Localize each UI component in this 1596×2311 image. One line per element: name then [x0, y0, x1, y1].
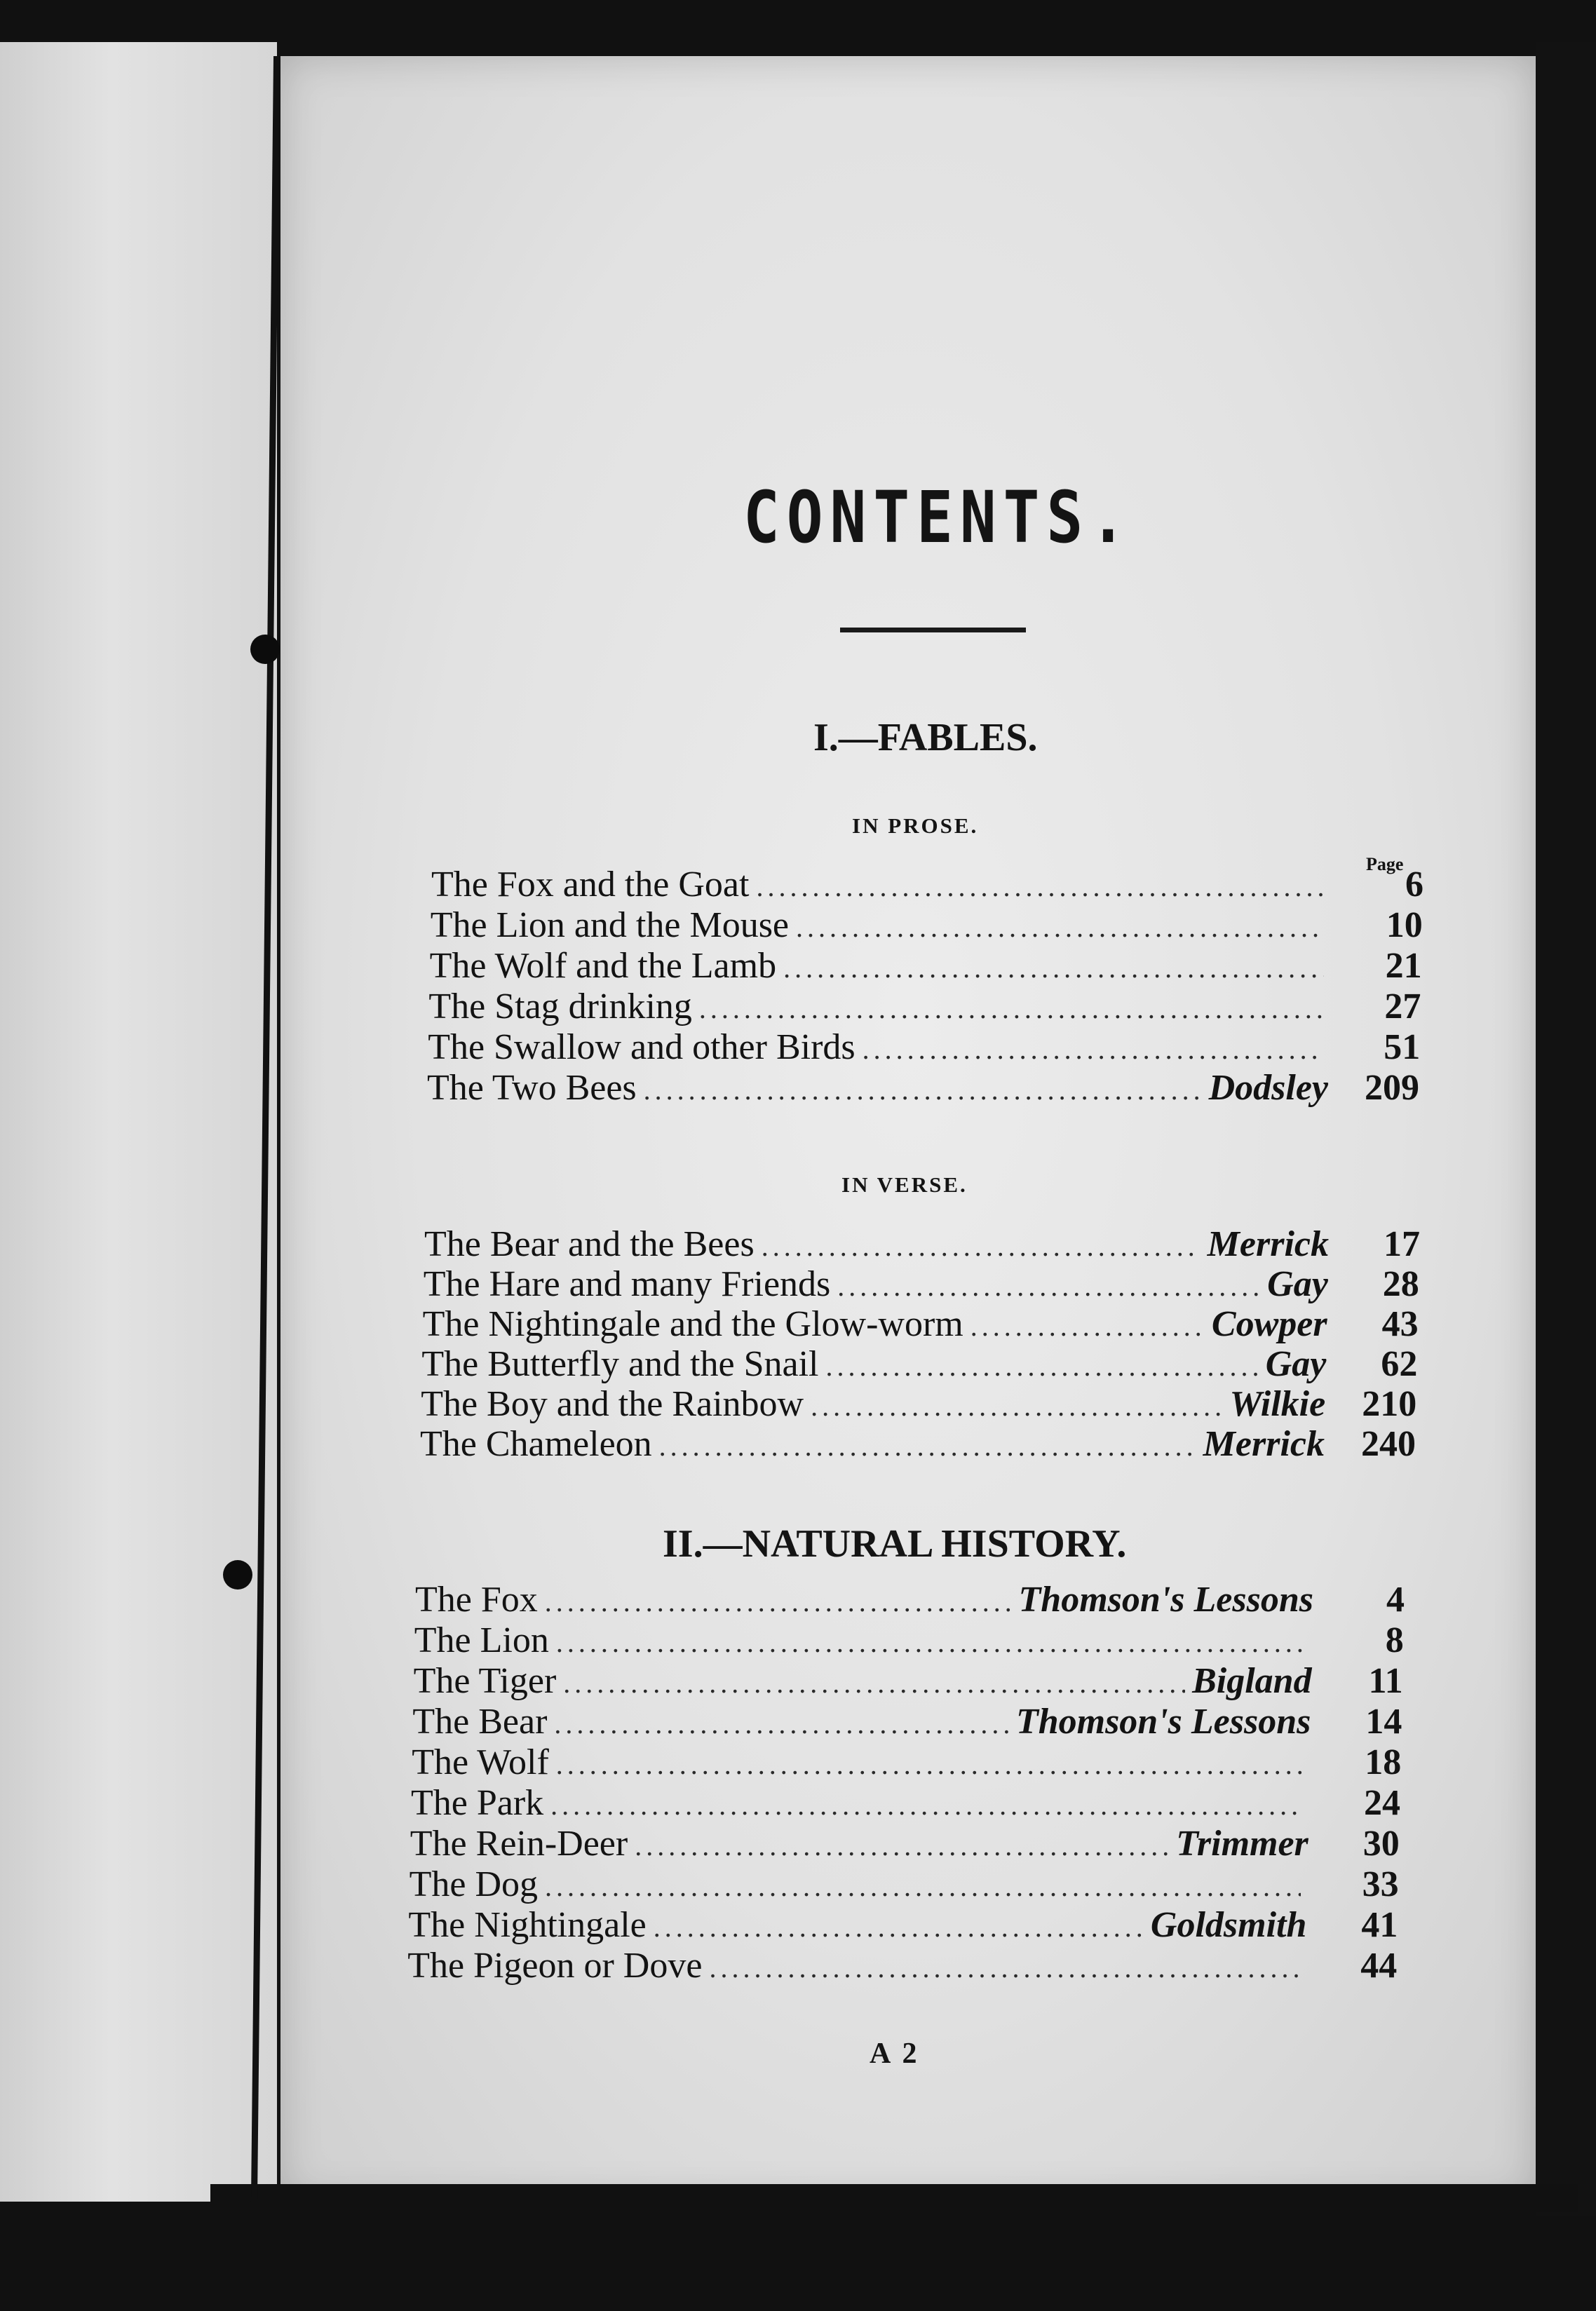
- toc-entry: [412, 1742, 1401, 1782]
- entry-page-number: 240: [1361, 1424, 1416, 1464]
- entry-page-number: 30: [1362, 1824, 1400, 1864]
- dot-leader: [545, 1870, 1301, 1903]
- entry-author: Thomson's Lessons: [1018, 1580, 1313, 1620]
- dot-leader: [545, 1585, 1012, 1618]
- entry-page-number: 28: [1382, 1264, 1419, 1304]
- entry-author: Bigland: [1192, 1661, 1312, 1701]
- dot-leader: [654, 1911, 1144, 1944]
- entry-page-number: 17: [1384, 1224, 1420, 1264]
- entry-page-number: 51: [1384, 1027, 1421, 1067]
- entry-title: The Lion: [414, 1620, 549, 1660]
- entry-title: The Rein-Deer: [410, 1824, 628, 1864]
- entry-title: The Stag drinking: [428, 987, 692, 1026]
- entry-title: The Tiger: [413, 1661, 557, 1701]
- entry-author: Merrick: [1207, 1224, 1329, 1264]
- entry-title: The Pigeon or Dove: [407, 1946, 703, 1986]
- entry-author: Wilkie: [1229, 1384, 1326, 1424]
- toc-entry: [410, 1864, 1399, 1904]
- toc-entry: [415, 1579, 1405, 1620]
- entry-title: The Butterfly and the Snail: [421, 1344, 819, 1384]
- entry-page-number: 44: [1360, 1946, 1398, 1986]
- entry-page-number: 10: [1386, 905, 1423, 945]
- entry-title: The Swallow and other Birds: [428, 1027, 856, 1067]
- entry-title: The Fox: [415, 1580, 538, 1620]
- entry-author: Thomson's Lessons: [1015, 1702, 1311, 1742]
- entry-author: Goldsmith: [1150, 1905, 1307, 1945]
- signature-mark: A 2: [870, 2038, 920, 2070]
- entry-page-number: 11: [1368, 1661, 1403, 1701]
- entry-page-number: 41: [1361, 1905, 1398, 1945]
- entry-title: The Park: [411, 1783, 544, 1823]
- entry-title: The Wolf and the Lamb: [429, 946, 777, 986]
- entry-page-number: 14: [1365, 1702, 1402, 1742]
- subsection-label: IN PROSE.: [852, 813, 979, 838]
- entry-author: Dodsley: [1208, 1068, 1328, 1108]
- entry-author: Gay: [1265, 1344, 1327, 1384]
- toc-entry: [412, 1701, 1402, 1742]
- entry-title: The Chameleon: [420, 1424, 652, 1464]
- toc-entry: [411, 1782, 1400, 1823]
- section-heading: II.—NATURAL HISTORY.: [663, 1522, 1127, 1566]
- toc-entry: [410, 1823, 1400, 1864]
- entry-author: Trimmer: [1176, 1824, 1308, 1864]
- entry-page-number: 210: [1362, 1384, 1417, 1424]
- entry-page-number: 24: [1364, 1783, 1400, 1823]
- entry-title: The Fox and the Goat: [431, 865, 750, 904]
- entry-title: The Hare and many Friends: [423, 1264, 831, 1304]
- entry-title: The Wolf: [412, 1742, 549, 1782]
- toc-entry: [414, 1660, 1403, 1701]
- dot-leader: [550, 1789, 1302, 1822]
- dot-leader: [635, 1829, 1169, 1862]
- entry-page-number: 62: [1381, 1344, 1418, 1384]
- entry-page-number: 18: [1365, 1742, 1402, 1782]
- entry-page-number: 4: [1386, 1580, 1405, 1620]
- entry-title: The Bear and the Bees: [424, 1224, 755, 1264]
- entry-author: Merrick: [1203, 1424, 1325, 1464]
- toc-entry: [414, 1620, 1404, 1660]
- dot-leader: [554, 1707, 1009, 1740]
- toc-entry: [407, 1945, 1397, 1986]
- entry-title: The Two Bees: [427, 1068, 637, 1108]
- entry-page-number: 6: [1405, 865, 1423, 904]
- entry-title: The Nightingale: [408, 1905, 647, 1945]
- dot-leader: [556, 1748, 1303, 1781]
- entry-page-number: 43: [1381, 1304, 1419, 1344]
- entry-page-number: 33: [1362, 1864, 1399, 1904]
- toc-entry: [408, 1904, 1398, 1945]
- entry-title: The Bear: [412, 1702, 548, 1742]
- entry-title: The Nightingale and the Glow-worm: [422, 1304, 963, 1344]
- dot-leader: [709, 1951, 1299, 1984]
- page-title: CONTENTS.: [743, 477, 1133, 560]
- subsection-label: IN VERSE.: [841, 1172, 968, 1197]
- dot-leader: [563, 1667, 1185, 1700]
- page-column-label: Page: [1366, 854, 1404, 874]
- entry-author: Gay: [1267, 1264, 1328, 1304]
- entry-title: The Lion and the Mouse: [430, 905, 790, 945]
- entry-page-number: 21: [1385, 946, 1422, 986]
- entry-title: The Boy and the Rainbow: [421, 1384, 804, 1424]
- entry-page-number: 209: [1365, 1068, 1419, 1108]
- entry-title: The Dog: [409, 1864, 538, 1904]
- section-heading: I.—FABLES.: [813, 716, 1038, 759]
- entry-page-number: 8: [1385, 1620, 1404, 1660]
- entry-author: Cowper: [1211, 1304, 1327, 1344]
- entry-page-number: 27: [1384, 987, 1421, 1026]
- dot-leader: [556, 1626, 1306, 1659]
